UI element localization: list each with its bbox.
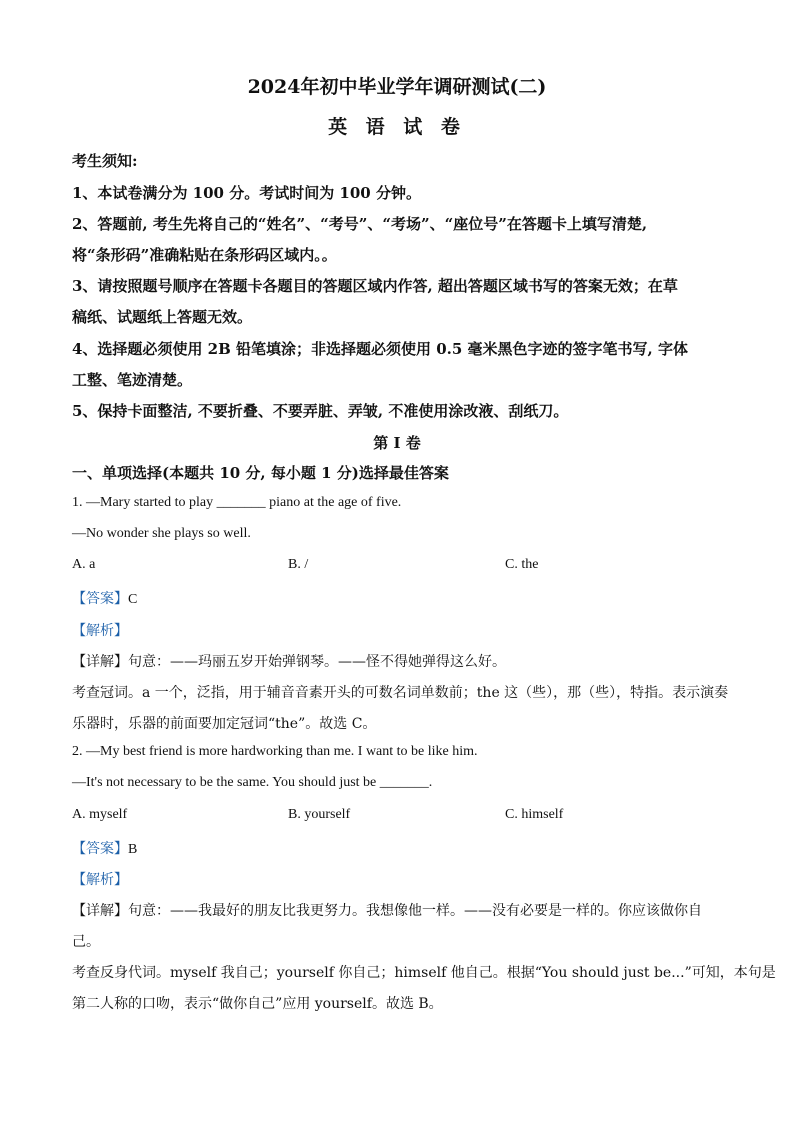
question-2-option-c: C. himself	[505, 807, 564, 822]
question-1-detail-line: 乐器时，乐器的前面要加定冠词“the”。故选 C。	[72, 716, 377, 732]
detail-text: 句意：——玛丽五岁开始弹钢琴。——怪不得她弹得这么好。	[128, 654, 506, 670]
question-2-line-2: —It's not necessary to be the same. You should just be _______.	[72, 775, 433, 790]
notice-item: 2、答题前, 考生先将自己的“姓名”、“考号”、“考场”、“座位号”在答题卡上填写清楚,	[72, 215, 648, 233]
question-1-option-c: C. the	[505, 557, 539, 572]
question-1-answer	[72, 588, 732, 608]
detail-tag: 【详解】	[72, 903, 128, 919]
notice-heading: 考生须知:	[72, 152, 138, 170]
notice-item: 稿纸、试题纸上答题无效。	[72, 308, 253, 326]
answer-tag: 【答案】	[72, 841, 128, 857]
question-2-option-b: B. yourself	[288, 807, 351, 822]
question-2-detail-line	[72, 900, 732, 920]
section-heading: 一、单项选择(本题共 10 分, 每小题 1 分)选择最佳答案	[72, 464, 449, 482]
notice-item: 1、本试卷满分为 100 分。考试时间为 100 分钟。	[72, 184, 421, 202]
notice-item: 工整、笔迹清楚。	[72, 371, 193, 389]
question-2-answer	[72, 838, 732, 858]
part-heading: 第 I 卷	[373, 434, 421, 452]
question-1-option-a: A. a	[72, 557, 96, 572]
question-1-line-1: 1. —Mary started to play _______ piano at the age of five.	[72, 495, 402, 510]
question-2-detail-line: 第二人称的口吻，表示“做你自己”应用 yourself。故选 B。	[72, 996, 443, 1012]
question-1-detail-line: 考查冠词。a 一个，泛指，用于辅音音素开头的可数名词单数前；the 这（些），那（些），特指。表示演奏	[72, 685, 729, 701]
detail-tag: 【详解】	[72, 654, 128, 670]
exam-title: 2024年初中毕业学年调研测试(二)	[247, 76, 547, 98]
question-2-option-a: A. myself	[72, 807, 128, 822]
answer-value: C	[128, 592, 138, 607]
question-2-detail-line: 己。	[72, 934, 100, 950]
notice-item: 4、选择题必须使用 2B 铅笔填涂；非选择题必须使用 0.5 毫米黑色字迹的签字笔书写, 字体	[72, 340, 688, 358]
notice-item: 5、保持卡面整洁, 不要折叠、不要弄脏、弄皱, 不准使用涂改液、刮纸刀。	[72, 402, 569, 420]
question-1-detail-line	[72, 651, 732, 671]
question-2-analysis-tag	[72, 869, 732, 889]
question-2-detail-line: 考查反身代词。myself 我自己；yourself 你自己；himself 他自己。根据“You should just be...”可知，本句是	[72, 965, 776, 981]
analysis-tag: 【解析】	[72, 872, 128, 888]
analysis-tag: 【解析】	[72, 623, 128, 639]
question-1-option-b: B. /	[288, 557, 309, 572]
detail-text: 句意：——我最好的朋友比我更努力。我想像他一样。——没有必要是一样的。你应该做你自	[128, 903, 702, 919]
exam-subtitle: 英 语 试 卷	[328, 116, 466, 138]
question-2-line-1: 2. —My best friend is more hardworking than me. I want to be like him.	[72, 744, 478, 759]
answer-value: B	[128, 842, 138, 857]
question-1-line-2: —No wonder she plays so well.	[72, 526, 251, 541]
answer-tag: 【答案】	[72, 591, 128, 607]
notice-item: 3、请按照题号顺序在答题卡各题目的答题区域内作答, 超出答题区域书写的答案无效；在草	[72, 277, 678, 295]
notice-item: 将“条形码”准确粘贴在条形码区域内。。	[72, 246, 337, 264]
question-1-analysis-tag	[72, 620, 732, 640]
